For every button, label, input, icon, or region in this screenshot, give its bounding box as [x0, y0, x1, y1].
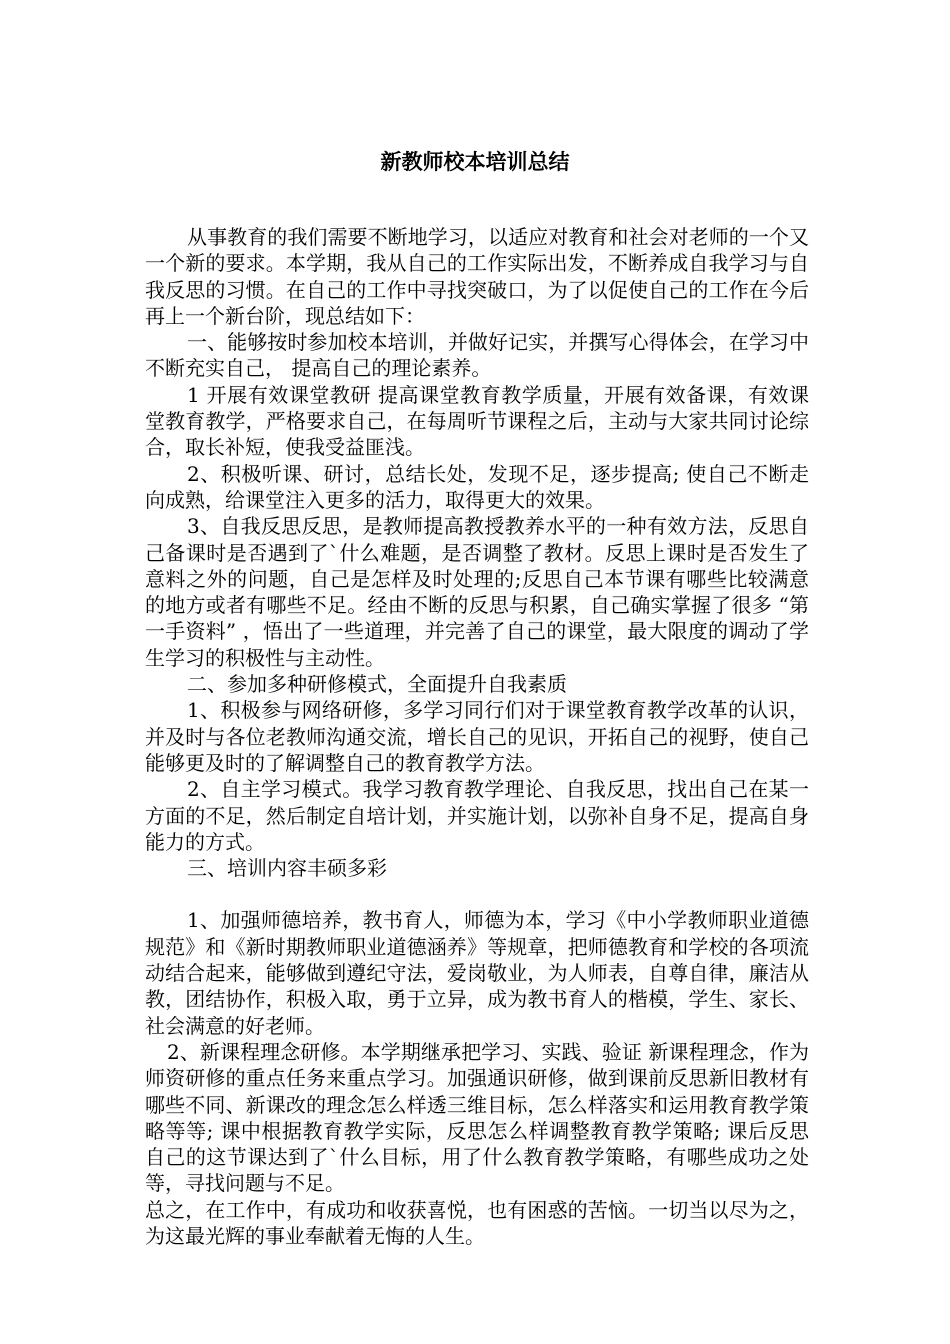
body-paragraph: 1、积极参与网络研修，多学习同行们对于课堂教育教学改革的认识，并及时与各位老教师沟通交流，增长自己的见识，开拓自己的视野，使自己能够更及时的了解调整自己的教育教学方法。: [145, 698, 809, 775]
body-paragraph: 1 开展有效课堂教研 提高课堂教育教学质量，开展有效备课，有效课堂教育教学，严格要求自己，在每周听节课程之后，主动与大家共同讨论综合，取长补短，使我受益匪浅。: [145, 382, 809, 460]
body-paragraph: 2、积极听课、研讨，总结长处，发现不足，逐步提高; 使自己不断走向成熟，给课堂注入更多的活力，取得更大的效果。: [145, 461, 809, 512]
body-paragraph: 二、参加多种研修模式，全面提升自我素质: [187, 672, 567, 697]
document-title: 新教师校本培训总结: [380, 149, 570, 174]
body-paragraph: 1、加强师德培养，教书育人，师德为本，学习《中小学教师职业道德规范》和《新时期教师职业道德涵养》等规章，把师德教育和学校的各项流动结合起来，能够做到遵纪守法，爱岗敬业，为人师表，自尊自律，廉洁从教，团结协作，积极入取，勇于立异，成为教书育人的楷模，学生、家长、社会满意的好老师。: [145, 908, 809, 1038]
body-paragraph: 2、自主学习模式。我学习教育教学理论、自我反思，找出自己在某一方面的不足，然后制定自培计划，并实施计划，以弥补自身不足，提高自身能力的方式。: [145, 777, 809, 854]
body-paragraph: 从事教育的我们需要不断地学习，以适应对教育和社会对老师的一个又一个新的要求。本学期，我从自己的工作实际出发，不断养成自我学习与自我反思的习惯。在自己的工作中寻找突破口，为了以促使自己的工作在今后再上一个新台阶，现总结如下：: [145, 225, 809, 328]
body-paragraph: 三、培训内容丰硕多彩: [187, 856, 387, 881]
body-paragraph: 总之，在工作中，有成功和收获喜悦，也有困惑的苦恼。一切当以尽为之，为这最光辉的事业奉献着无悔的人生。: [145, 1197, 809, 1248]
body-paragraph: 3、自我反思反思，是教师提高教授教养水平的一种有效方法，反思自己备课时是否遇到了`什么难题，是否调整了教材。反思上课时是否发生了意料之外的问题，自己是怎样及时处理的;反思自己本节课有哪些比较满意的地方或者有哪些不足。经由不断的反思与积累，自己确实掌握了很多 “第一手资料” ，悟出了一些道理，并完善了自己的课堂，最大限度的调动了学生学习的积极性与主动性。: [145, 514, 809, 670]
body-paragraph: 一、能够按时参加校本培训，并做好记实，并撰写心得体会，在学习中不断充实自己， 提高自己的理论素养。: [145, 330, 809, 381]
document-body: [145, 224, 809, 1249]
body-paragraph: 2、新课程理念研修。本学期继承把学习、实践、验证 新课程理念，作为师资研修的重点任务来重点学习。加强通识研修，做到课前反思新旧教材有哪些不同、新课改的理念怎么样透三维目标，怎么样落实和运用教育教学策略等等; 课中根据教育教学实际，反思怎么样调整教育教学策略; 课后反思自己的这节课达到了`什么目标，用了什么教育教学策略，有哪些成功之处等，寻找问题与不足。: [145, 1039, 809, 1196]
blank-line: [145, 881, 809, 907]
